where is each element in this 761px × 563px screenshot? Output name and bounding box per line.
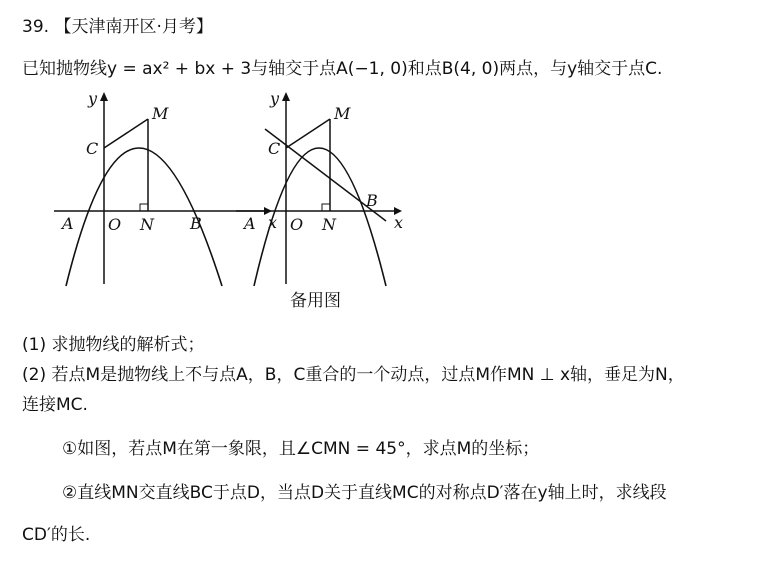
question-2-part-1: ①如图，若点M在第一象限，且∠CMN = 45°，求点M的坐标； [62,439,540,459]
question-2-line-2: 连接MC. [22,395,88,415]
label-y: y [270,89,280,108]
label-c: C [86,139,99,158]
label-x: x [268,213,278,232]
label-a: A [62,214,74,233]
label-n: N [322,215,336,234]
problem-source: 【天津南开区·月考】 [54,17,213,37]
label-b: B [190,214,202,233]
right-angle-mark [140,204,148,211]
segment-cm [104,119,148,148]
problem-stem: 已知抛物线y = ax² + bx + 3与轴交于点A(−1, 0)和点B(4, 0)两点，与y轴交于点C. [22,59,663,79]
y-axis-arrow [282,92,290,101]
label-m: M [334,104,351,123]
question-2-line-1: (2) 若点M是抛物线上不与点A，B，C重合的一个动点，过点M作MN ⊥ x轴，垂足为N， [22,365,685,385]
question-2-part-2-line-2: CD′的长. [22,525,91,545]
label-x: x [394,213,404,232]
y-axis-arrow [100,92,108,101]
label-m: M [152,104,169,123]
label-y: y [88,89,98,108]
right-angle-mark [322,204,330,211]
label-o: O [108,215,122,234]
label-o: O [290,215,304,234]
figure-caption: 备用图 [290,291,341,311]
label-n: N [140,215,154,234]
problem-header [22,14,213,40]
question-2-part-2-line-1: ②直线MN交直线BC于点D，当点D关于直线MC的对称点D′落在y轴上时，求线段 [62,483,667,503]
label-b: B [366,191,378,210]
label-a: A [244,214,256,233]
problem-number: 39. [22,17,50,37]
question-1: (1) 求抛物线的解析式； [22,335,205,355]
figure-2 [234,88,414,288]
parabola [254,148,386,286]
segment-cm [286,119,330,148]
label-c: C [268,139,281,158]
